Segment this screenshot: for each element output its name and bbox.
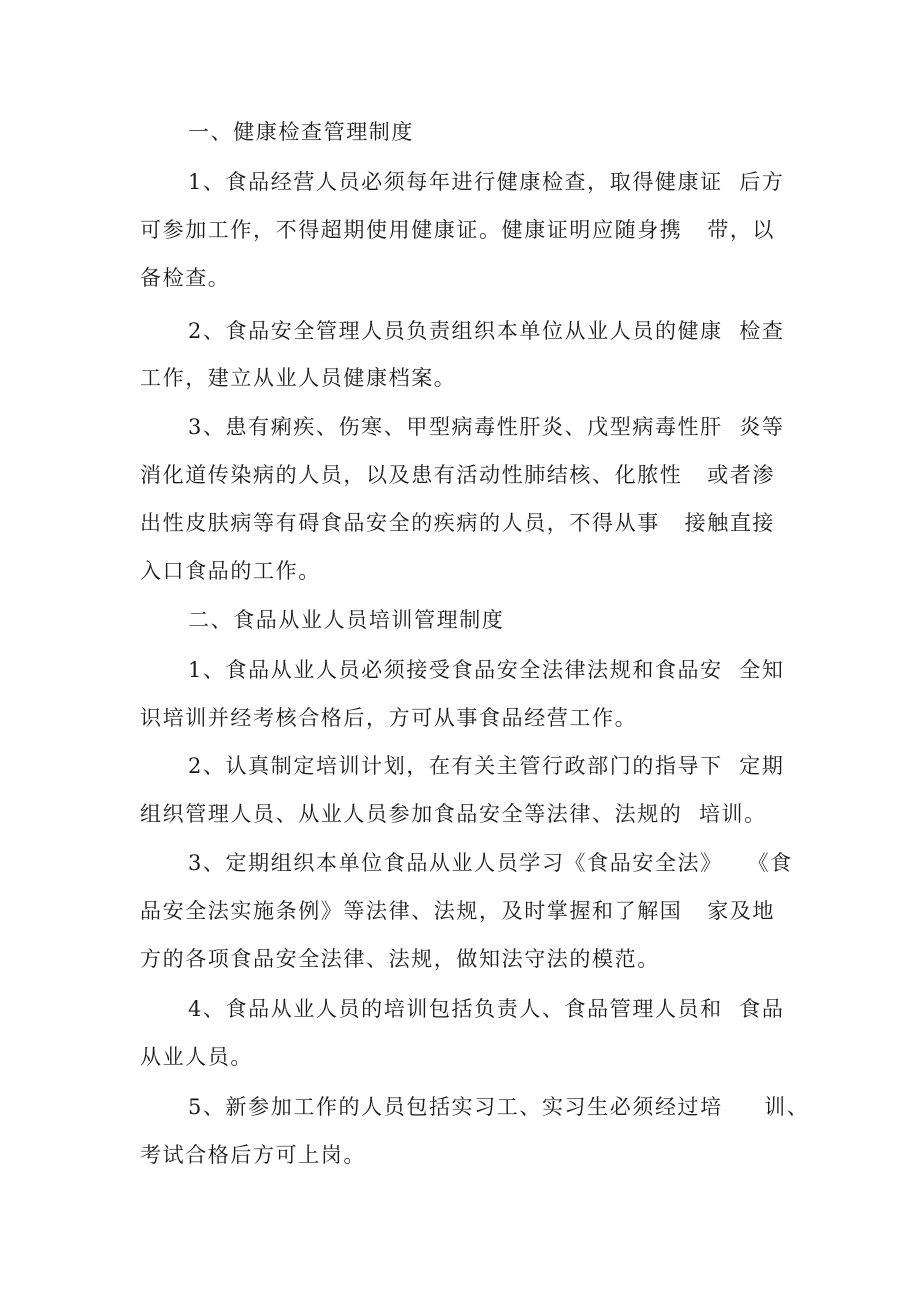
section2-item1-line1: 1、食品从业人员必须接受食品安全法律法规和食品安 全知 — [188, 658, 785, 682]
section1-item1-line3: 备检查。 — [140, 266, 231, 290]
section1-item3-line4: 入口食品的工作。 — [140, 559, 321, 583]
section1-item3-line3: 出性皮肤病等有碍食品安全的疾病的人员，不得从事 接触直接 — [140, 511, 776, 535]
section2-item5-line2: 考试合格后方可上岗。 — [140, 1143, 366, 1167]
section2-item3-line3: 方的各项食品安全法律、法规，做知法守法的模范。 — [140, 947, 660, 971]
section2-title: 二、食品从业人员培训管理制度 — [188, 608, 505, 632]
section2-item3-line2: 品安全法实施条例》等法律、法规，及时掌握和了解国 家及地 — [140, 899, 776, 923]
section1-item1-line2: 可参加工作，不得超期使用健康证。健康证明应随身携 带，以 — [140, 218, 776, 242]
section2-item3-line1: 3、定期组织本单位食品从业人员学习《食品安全法》 《食 — [188, 851, 793, 875]
section1-item2-line2: 工作，建立从业人员健康档案。 — [140, 366, 457, 390]
section2-item2-line1: 2、认真制定培训计划，在有关主管行政部门的指导下 定期 — [188, 754, 785, 778]
section1-item1-line1: 1、食品经营人员必须每年进行健康检查，取得健康证 后方 — [188, 170, 785, 194]
section2-item4-line1: 4、食品从业人员的培训包括负责人、食品管理人员和 食品 — [188, 997, 785, 1021]
section1-item2-line1: 2、食品安全管理人员负责组织本单位从业人员的健康 检查 — [188, 319, 785, 343]
section2-item4-line2: 从业人员。 — [140, 1045, 253, 1069]
section1-title: 一、健康检查管理制度 — [188, 120, 414, 144]
section2-item2-line2: 组织管理人员、从业人员参加食品安全等法律、法规的 培训。 — [140, 802, 767, 826]
section2-item1-line2: 识培训并经考核合格后，方可从事食品经营工作。 — [140, 706, 638, 730]
section2-item5-line1: 5、新参加工作的人员包括实习工、实习生必须经过培 训、 — [188, 1095, 810, 1119]
section1-item3-line1: 3、患有痢疾、伤寒、甲型病毒性肝炎、戊型病毒性肝 炎等 — [188, 415, 785, 439]
section1-item3-line2: 消化道传染病的人员，以及患有活动性肺结核、化脓性 或者渗 — [140, 463, 776, 487]
